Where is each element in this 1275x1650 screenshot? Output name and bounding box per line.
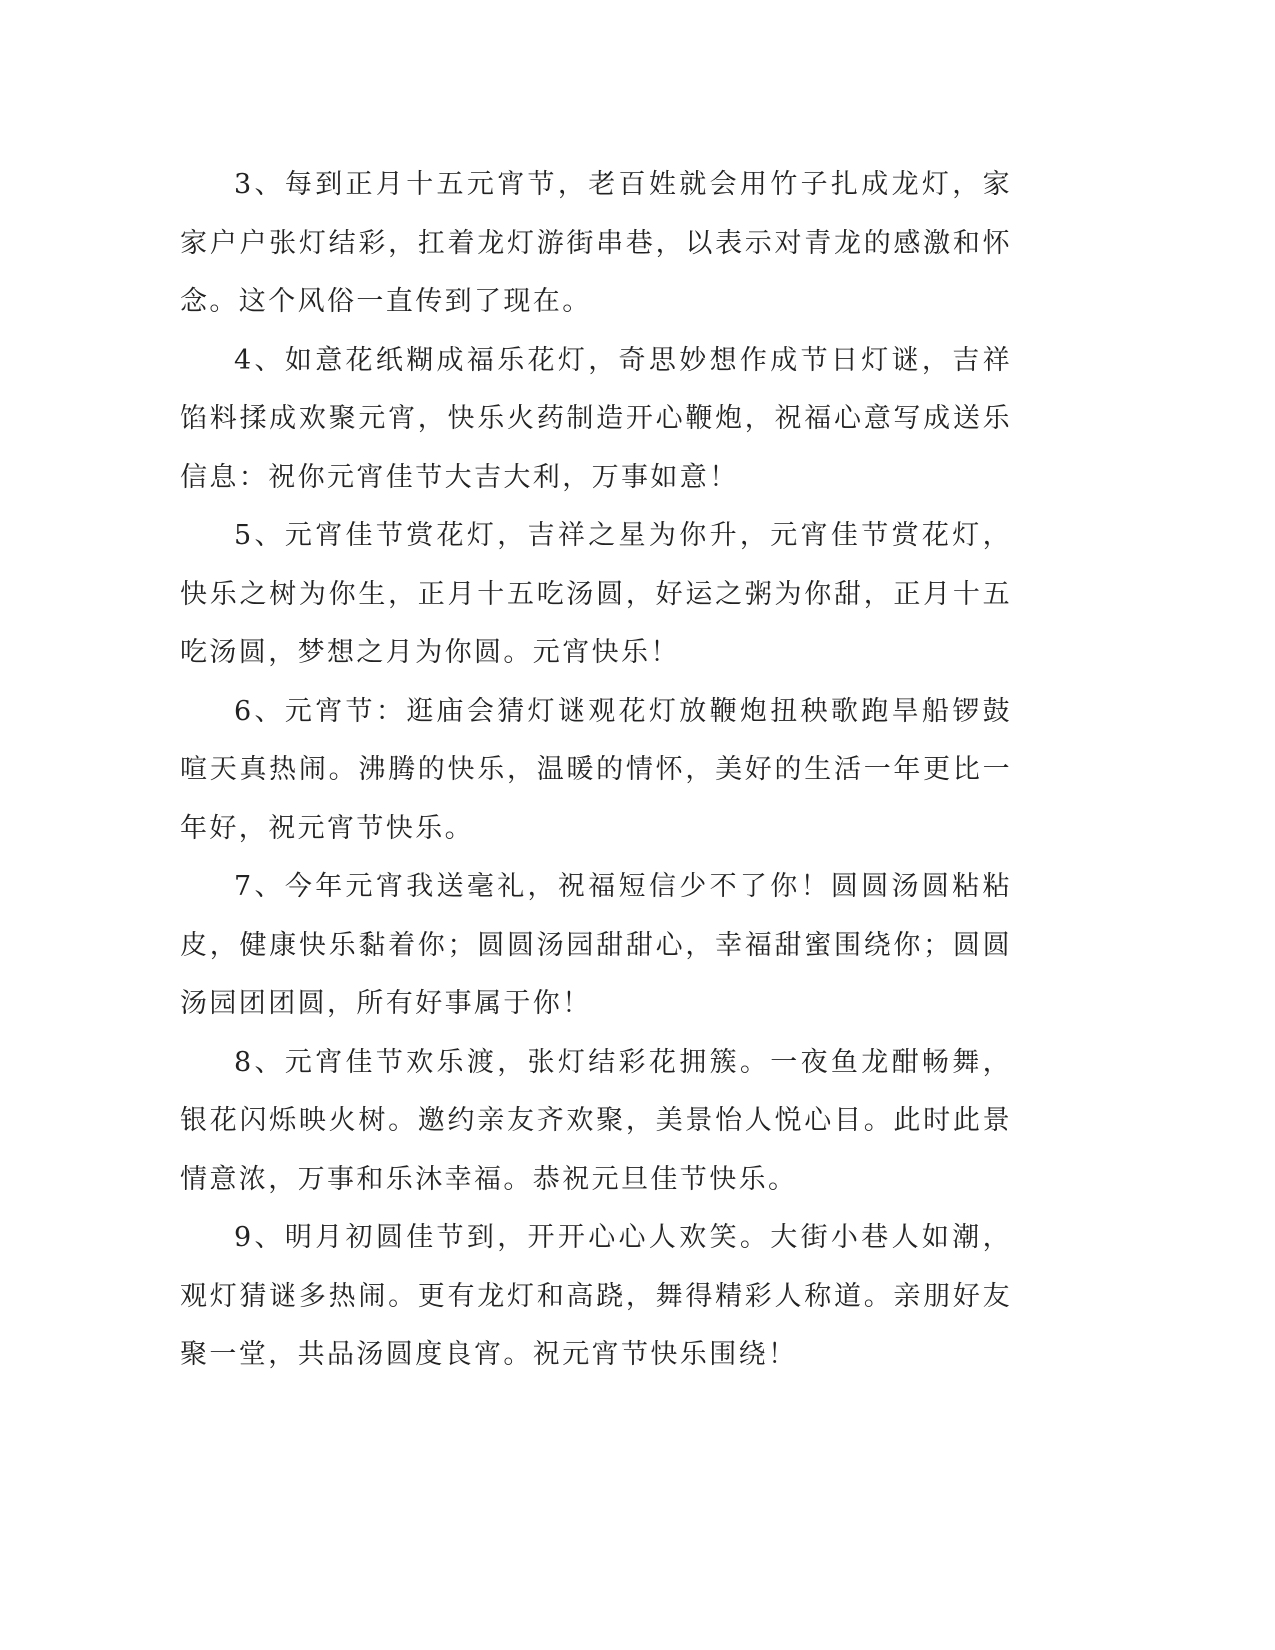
paragraph-3: 3、每到正月十五元宵节，老百姓就会用竹子扎成龙灯，家家户户张灯结彩，扛着龙灯游街串巷，以表示对青龙的感激和怀念。这个风俗一直传到了现在。 <box>180 169 1012 317</box>
document-body <box>180 156 1012 1385</box>
paragraph-6: 6、元宵节：逛庙会猜灯谜观花灯放鞭炮扭秧歌跑旱船锣鼓喧天真热闹。沸腾的快乐，温暖的情怀，美好的生活一年更比一年好，祝元宵节快乐。 <box>180 695 1012 844</box>
paragraph-9: 9、明月初圆佳节到，开开心心人欢笑。大街小巷人如潮，观灯猜谜多热闹。更有龙灯和高跷，舞得精彩人称道。亲朋好友聚一堂，共品汤圆度良宵。祝元宵节快乐围绕！ <box>180 1222 1012 1370</box>
paragraph-8: 8、元宵佳节欢乐渡，张灯结彩花拥簇。一夜鱼龙酣畅舞，银花闪烁映火树。邀约亲友齐欢聚，美景怡人悦心目。此时此景情意浓，万事和乐沐幸福。恭祝元旦佳节快乐。 <box>180 1046 1012 1195</box>
paragraph-4: 4、如意花纸糊成福乐花灯，奇思妙想作成节日灯谜，吉祥馅料揉成欢聚元宵，快乐火药制造开心鞭炮，祝福心意写成送乐信息：祝你元宵佳节大吉大利，万事如意！ <box>180 344 1012 493</box>
paragraph-7: 7、今年元宵我送毫礼，祝福短信少不了你！圆圆汤圆粘粘皮，健康快乐黏着你；圆圆汤园甜甜心，幸福甜蜜围绕你；圆圆汤园团团圆，所有好事属于你！ <box>180 871 1012 1019</box>
paragraph-5: 5、元宵佳节赏花灯，吉祥之星为你升，元宵佳节赏花灯，快乐之树为你生，正月十五吃汤圆，好运之粥为你甜，正月十五吃汤圆，梦想之月为你圆。元宵快乐！ <box>180 520 1012 668</box>
